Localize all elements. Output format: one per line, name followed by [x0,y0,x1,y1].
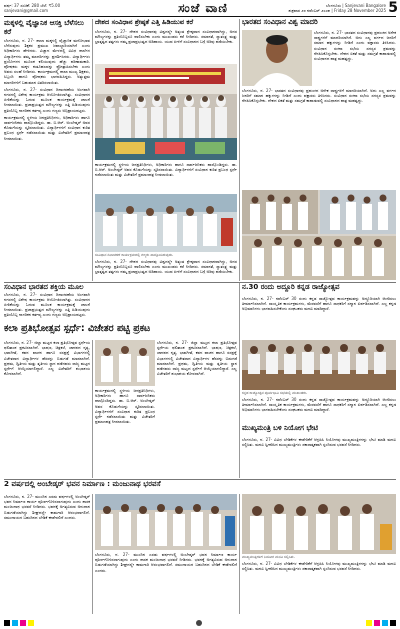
registration-mark [12,620,18,626]
article-left-2: ಬೆಂಗಳೂರು, ನ. 27- ಸಂವಿಧಾನ ದಿನಾಚರಣೆಯ ಅಂಗವಾಗಿ ನಗರದಲ್ಲಿ ವಿಶೇಷ ಕಾರ್ಯಕ್ರಮ ಆಯೋಜಿಸಲಾಗಿತ್ತು. ಸಂವಿಧಾನದ ಪೀಠಿಕೆಯನ್ನು ಓದುವ ಮೂಲಕ ಕಾರ್ಯಕ್ರಮಕ್ಕೆ ಚಾಲನೆ ನೀಡಲಾಯಿತು. ಪ್ರಜಾಪ್ರಭುತ್ವದ ಮೌಲ್ಯಗಳನ್ನು ಎತ್ತಿ ಹಿಡಿಯುವುದು ಪ್ರತಿಯೊಬ್ಬ ನಾಗರಿಕನ ಕರ್ತವ್ಯ ಎಂದು ಗಣ್ಯರು ಅಭಿಪ್ರಾಯಪಟ್ಟರು. [4,291,90,318]
bottom-banner [4,480,254,493]
article-mid-left: ಬೆಂಗಳೂರು, ನ. 27- ಜಿಲ್ಲಾ ಮಟ್ಟದ ಕಲಾ ಪ್ರತಿಭೋತ್ಸವ ಸ್ಪರ್ಧೆಯ ಫಲಿತಾಂಶ ಪ್ರಕಟಿಸಲಾಗಿದೆ. ಭಾಷಣ, ಚಿತ್ರಕಲೆ, ಜಾನಪದ ನೃತ್ಯ, ಭಾವಗೀತೆ, ಕವನ ವಾಚನ ಹಾಗೂ ರಸಪ್ರಶ್ನೆ ವಿಭಾಗಗಳಲ್ಲಿ ವಿಜೇತರಾದ ವಿದ್ಯಾರ್ಥಿಗಳ ಹೆಸರನ್ನು ಬಿಡುಗಡೆ ಮಾಡಲಾಗಿದೆ. ಪ್ರಥಮ, ದ್ವಿತೀಯ ಮತ್ತು ತೃತೀಯ ಸ್ಥಾನ ಪಡೆದವರು ರಾಜ್ಯ ಮಟ್ಟದ ಸ್ಪರ್ಧೆಗೆ ಆಯ್ಕೆಯಾಗಲಿದ್ದಾರೆ. ಎಲ್ಲ ವಿಜೇತರಿಗೆ ಶುಭಾಶಯ ಕೋರಲಾಗಿದೆ. [4,340,90,377]
headline-right-low: ಮುಖ್ಯಮಂತ್ರಿ ಬಳಿ ನಿಯೋಗ ಭೇಟಿ [242,424,319,432]
meeting-photo [242,340,396,390]
column-divider [92,19,93,281]
masthead-rule [4,16,396,17]
print-registration-bar [0,617,400,629]
article-right-top-a: ಬೆಂಗಳೂರು, ನ. 27- ಭಾರತದ ಸಂವಿಧಾನವು ಪ್ರಪಂಚದ ಅನೇಕ ರಾಷ್ಟ್ರಗಳಿಗೆ ಮಾದರಿಯಾಗಿದೆ. ಅದು ಎಲ್ಲ ವರ್ಗದ ಜನರಿಗೆ ಸಮಾನ ಹಕ್ಕುಗಳನ್ನು ನೀಡಿದೆ ಎಂದು ವಕ್ತಾರರು ತಿಳಿಸಿದರು. ಸಂವಿಧಾನ ರಚನಾ ಸಭೆಯ ಸದಸ್ಯರ ಶ್ರಮವನ್ನು ನೆನಪಿಸಿಕೊಳ್ಳಬೇಕು. ದೇಶದ ಏಕತೆ ಮತ್ತು ಸಮಗ್ರತೆ ಕಾಪಾಡುವಲ್ಲಿ ಸಂವಿಧಾನದ ಪಾತ್ರ ಮಹತ್ವದ್ದು. [314,30,396,62]
article-center-top: ಬೆಂಗಳೂರು, ನ. 27- ದೇಶದ ಸಂವಿಧಾನವು ವಿಶ್ವದಲ್ಲೇ ಅತ್ಯಂತ ಶ್ರೇಷ್ಠವಾದ ಸಂವಿಧಾನವಾಗಿದ್ದು, ಅದರ ಮೌಲ್ಯಗಳನ್ನು ಪ್ರತಿಯೊಬ್ಬರೂ ಪಾಲಿಸಬೇಕು ಎಂದು ಮುಖಂಡರು ಕರೆ ನೀಡಿದರು. ಸಮಾನತೆ, ಸ್ವಾತಂತ್ರ್ಯ ಮತ್ತು ಭ್ರಾತೃತ್ವದ ತತ್ವಗಳು ನಮ್ಮ ಪ್ರಜಾಪ್ರಭುತ್ವದ ಅಡಿಪಾಯ. ಯುವ ಪೀಳಿಗೆ ಸಂವಿಧಾನದ ಬಗ್ಗೆ ಅರಿವು ಪಡೆಯಬೇಕು. [95,29,237,45]
article-bottom-center: ಬೆಂಗಳೂರು, ನ. 27- ಮುಂದಿನ ಎರಡು ವರ್ಷಗಳಲ್ಲಿ ಅಂಬೇಡ್ಕರ್ ಭವನ ನಿರ್ಮಾಣ ಕಾರ್ಯ ಪೂರ್ಣಗೊಳಿಸಲಾಗುವುದು ಎಂದು ಶಾಸಕ ಮಂಜುನಾಥ ಭರವಸೆ ನೀಡಿದರು. ಭವನಕ್ಕೆ ಅಗತ್ಯವಿರುವ ಅನುದಾನ ಬಿಡುಗಡೆಯಾಗಿದ್ದು ಶೀಘ್ರದಲ್ಲೇ ಕಾಮಗಾರಿ ಆರಂಭವಾಗಲಿದೆ. ಸಮುದಾಯದ ಬಹುದಿನದ ಬೇಡಿಕೆ ಈಡೇರಲಿದೆ ಎಂದರು. [95,552,237,573]
article-left-1-cont2: ಕಾರ್ಯಕ್ರಮದಲ್ಲಿ ಸ್ಥಳೀಯ ಜನಪ್ರತಿನಿಧಿಗಳು, ಅಧಿಕಾರಿಗಳು ಹಾಗೂ ಸಾರ್ವಜನಿಕರು ಪಾಲ್ಗೊಂಡಿದ್ದರು. ಡಾ. ಬಿ.ಆರ್. ಅಂಬೇಡ್ಕರ್ ಅವರ ಕೊಡುಗೆಯನ್ನು ಸ್ಮರಿಸಲಾಯಿತು. ವಿದ್ಯಾರ್ಥಿಗಳಿಗೆ ಸಂವಿಧಾನ ಕುರಿತ ಪ್ರಬಂಧ ಸ್ಪರ್ಧೆ ನಡೆಸಲಾಯಿತು ಮತ್ತು ವಿಜೇತರಿಗೆ ಪ್ರಮಾಣಪತ್ರ ನೀಡಲಾಯಿತು. [4,114,90,141]
masthead-right-line1: ಬೆಂಗಳೂರು | Sanjevani Bangalore [326,3,386,8]
photo-caption-2: ಕನ್ನಡ ರಾಜ್ಯೋತ್ಸವ ಪೂರ್ವಭಾವಿ ಸಭೆಯಲ್ಲಿ ಮುಖಂಡರು. [242,391,308,395]
column-divider [239,19,240,281]
headline-left-1: ಮಕ್ಕಳಲ್ಲಿ ವೈಜ್ಞಾನಿಕ ಆಸಕ್ತಿ ಬೆಳೆಸಲು ಕರೆ [4,19,84,36]
headline-right-mid: ನ.30 ರಂದು ಅದ್ದೂರಿ ಕನ್ನಡ ರಾಜ್ಯೋತ್ಸವ [242,283,340,291]
registration-mark [366,620,372,626]
event-photo-3 [242,190,396,280]
article-left-1: ಬೆಂಗಳೂರು, ನ. 27- ಶಾಲಾ ಮಕ್ಕಳಲ್ಲಿ ವೈಜ್ಞಾನಿಕ ಮನೋಭಾವ ಬೆಳೆಸುವುದು ಶಿಕ್ಷಕರ ಪ್ರಮುಖ ಜವಾಬ್ದಾರಿಯಾಗಿದೆ ಎಂದು ಅಧಿಕಾರಿಗಳು ಹೇಳಿದರು. ವಿಜ್ಞಾನ ಮೇಳದಲ್ಲಿ ವಿವಿಧ ಶಾಲೆಗಳ ವಿದ್ಯಾರ್ಥಿಗಳು ತಮ್ಮ ಮಾದರಿಗಳನ್ನು ಪ್ರದರ್ಶಿಸಿದರು. ವಿದ್ಯಾರ್ಥಿಗಳು ಪ್ರಯೋಗಗಳ ಮೂಲಕ ಕಲಿಯುವುದು ಹೆಚ್ಚು ಪರಿಣಾಮಕಾರಿ. ಪೋಷಕರು ಮಕ್ಕಳ ಕುತೂಹಲವನ್ನು ಪ್ರೋತ್ಸಾಹಿಸಬೇಕು ಎಂದು ಅವರು ಸಲಹೆ ನೀಡಿದರು. ಕಾರ್ಯಕ್ರಮದಲ್ಲಿ ಶಾಲಾ ಮುಖ್ಯ ಶಿಕ್ಷಕರು, ಸಿಬ್ಬಂದಿ ಹಾಗೂ ಪೋಷಕರು ಭಾಗವಹಿಸಿದ್ದರು. ಅತ್ಯುತ್ತಮ ಮಾದರಿಗಳಿಗೆ ಬಹುಮಾನ ವಿತರಿಸಲಾಯಿತು. [4,38,90,85]
headline-left-2: ಸಂವಿಧಾನ ಭಾರತದ ಶಕ್ತಿಯ ಮೂಲ [4,283,84,291]
headline-bottom-banner: 2 ವರ್ಷದಲ್ಲಿ ಅಂಬೇಡ್ಕರ್ ಭವನ ನಿರ್ಮಾಣ : ಮಂಜುನಾಥ ಭರವಸೆ [4,480,161,488]
article-center-low: ಬೆಂಗಳೂರು, ನ. 27- ದೇಶದ ಸಂವಿಧಾನವು ವಿಶ್ವದಲ್ಲೇ ಅತ್ಯಂತ ಶ್ರೇಷ್ಠವಾದ ಸಂವಿಧಾನವಾಗಿದ್ದು, ಅದರ ಮೌಲ್ಯಗಳನ್ನು ಪ್ರತಿಯೊಬ್ಬರೂ ಪಾಲಿಸಬೇಕು ಎಂದು ಮುಖಂಡರು ಕರೆ ನೀಡಿದರು. ಸಮಾನತೆ, ಸ್ವಾತಂತ್ರ್ಯ ಮತ್ತು ಭ್ರಾತೃತ್ವದ ತತ್ವಗಳು ನಮ್ಮ ಪ್ರಜಾಪ್ರಭುತ್ವದ ಅಡಿಪಾಯ. ಯುವ ಪೀಳಿಗೆ ಸಂವಿಧಾನದ ಬಗ್ಗೆ ಅರಿವು ಪಡೆಯಬೇಕು. [95,259,237,275]
registration-mark [196,620,202,626]
headline-top-center: ದೇಶದ ಸಂವಿಧಾನ ಶ್ರೇಷ್ಠತೆ ಎತ್ತಿ ಹಿಡಿಯುವ ಕರೆ [95,18,194,26]
article-center-mid: ಕಾರ್ಯಕ್ರಮದಲ್ಲಿ ಸ್ಥಳೀಯ ಜನಪ್ರತಿನಿಧಿಗಳು, ಅಧಿಕಾರಿಗಳು ಹಾಗೂ ಸಾರ್ವಜನಿಕರು ಪಾಲ್ಗೊಂಡಿದ್ದರು. ಡಾ. ಬಿ.ಆರ್. ಅಂಬೇಡ್ಕರ್ ಅವರ ಕೊಡುಗೆಯನ್ನು ಸ್ಮರಿಸಲಾಯಿತು. ವಿದ್ಯಾರ್ಥಿಗಳಿಗೆ ಸಂವಿಧಾನ ಕುರಿತ ಪ್ರಬಂಧ ಸ್ಪರ್ಧೆ ನಡೆಸಲಾಯಿತು ಮತ್ತು ವಿಜೇತರಿಗೆ ಪ್ರಮಾಣಪತ್ರ ನೀಡಲಾಯಿತು. [95,162,237,178]
photo-caption-1: ಸಂವಿಧಾನ ದಿನಾಚರಣೆ ಕಾರ್ಯಕ್ರಮದಲ್ಲಿ ಗಣ್ಯರು ಪಾಲ್ಗೊಂಡಿರುವುದು. [95,253,174,257]
article-right-mid-b: ಬೆಂಗಳೂರು, ನ. 27- ನವೆಂಬರ್ 30 ರಂದು ಕನ್ನಡ ರಾಜ್ಯೋತ್ಸವ ಕಾರ್ಯಕ್ರಮವನ್ನು ಅದ್ದೂರಿಯಾಗಿ ಆಚರಿಸಲು ತೀರ್ಮಾನಿಸಲಾಗಿದೆ. ಸಾಂಸ್ಕೃತಿಕ ಕಾರ್ಯಕ್ರಮಗಳು, ಮೆರವಣಿಗೆ ಹಾಗೂ ಸಾಧಕರಿಗೆ ಸನ್ಮಾನ ಏರ್ಪಡಿಸಲಾಗಿದೆ. ಎಲ್ಲ ಕನ್ನಡ ಅಭಿಮಾನಿಗಳು ಭಾಗವಹಿಸಬೇಕೆಂದು ಸಂಘಟಕರು ಮನವಿ ಮಾಡಿದ್ದಾರೆ. [242,397,396,413]
masthead-title: ಸಂಜೆ ವಾಣಿ [178,1,228,15]
headline-middle-banner: ಕಲಾ ಪ್ರತಿಭೋತ್ಸವ ಸ್ಪರ್ಧೆ: ವಿಜೇತರ ಪಟ್ಟಿ ಪ್ರಕಟ [4,323,151,334]
article-bottom-left: ಬೆಂಗಳೂರು, ನ. 27- ಮುಂದಿನ ಎರಡು ವರ್ಷಗಳಲ್ಲಿ ಅಂಬೇಡ್ಕರ್ ಭವನ ನಿರ್ಮಾಣ ಕಾರ್ಯ ಪೂರ್ಣಗೊಳಿಸಲಾಗುವುದು ಎಂದು ಶಾಸಕ ಮಂಜುನಾಥ ಭರವಸೆ ನೀಡಿದರು. ಭವನಕ್ಕೆ ಅಗತ್ಯವಿರುವ ಅನುದಾನ ಬಿಡುಗಡೆಯಾಗಿದ್ದು ಶೀಘ್ರದಲ್ಲೇ ಕಾಮಗಾರಿ ಆರಂಭವಾಗಲಿದೆ. ಸಮುದಾಯದ ಬಹುದಿನದ ಬೇಡಿಕೆ ಈಡೇರಲಿದೆ ಎಂದರು. [4,494,90,520]
photo-caption-3: ಮುಖ್ಯಮಂತ್ರಿಗಳಿಗೆ ನಿಯೋಗ ಮನವಿ ಸಲ್ಲಿಸಿತು. [242,555,295,559]
cm-meeting-photo [242,494,396,554]
masthead-right [246,3,386,13]
registration-mark [28,620,34,626]
registration-mark [390,620,396,626]
page-number: 5 [388,0,398,16]
registration-mark [4,620,10,626]
article-bottom-right: ಬೆಂಗಳೂರು, ನ. 27- ವಿವಿಧ ಬೇಡಿಕೆಗಳ ಈಡೇರಿಕೆಗೆ ಆಗ್ರಹಿಸಿ ನಿಯೋಗವು ಮುಖ್ಯಮಂತ್ರಿಗಳನ್ನು ಭೇಟಿ ಮಾಡಿ ಮನವಿ ಸಲ್ಲಿಸಿತು. ಮನವಿ ಸ್ವೀಕರಿಸಿದ ಮುಖ್ಯಮಂತ್ರಿಗಳು ಸಕಾರಾತ್ಮಕವಾಗಿ ಸ್ಪಂದಿಸುವ ಭರವಸೆ ನೀಡಿದರು. [242,561,396,572]
event-photo-1 [95,64,237,160]
event-photo-2 [95,194,237,252]
headline-top-right: ಭಾರತದ ಸಂವಿಧಾನ ವಿಶ್ವ ಮಾದರಿ [242,18,318,26]
column-divider [239,494,240,614]
registration-mark [374,620,380,626]
right-top-headline-box [242,18,396,30]
registration-mark [20,620,26,626]
masthead-left-line1: ವರ್ಷ: 37 ಸಂಚಿಕೆ: 280 ಬೆಲೆ: ₹5.00 [4,3,61,8]
portrait-photo [242,30,312,86]
left-box-2 [4,283,90,323]
right-mid-headline-box [242,283,396,295]
bottom-photo [95,494,237,550]
left-column [4,19,90,281]
masthead-left-line2: sanjevani@gmail.com [4,8,49,13]
article-right-mid: ಬೆಂಗಳೂರು, ನ. 27- ನವೆಂಬರ್ 30 ರಂದು ಕನ್ನಡ ರಾಜ್ಯೋತ್ಸವ ಕಾರ್ಯಕ್ರಮವನ್ನು ಅದ್ದೂರಿಯಾಗಿ ಆಚರಿಸಲು ತೀರ್ಮಾನಿಸಲಾಗಿದೆ. ಸಾಂಸ್ಕೃತಿಕ ಕಾರ್ಯಕ್ರಮಗಳು, ಮೆರವಣಿಗೆ ಹಾಗೂ ಸಾಧಕರಿಗೆ ಸನ್ಮಾನ ಏರ್ಪಡಿಸಲಾಗಿದೆ. ಎಲ್ಲ ಕನ್ನಡ ಅಭಿಮಾನಿಗಳು ಭಾಗವಹಿಸಬೇಕೆಂದು ಸಂಘಟಕರು ಮನವಿ ಮಾಡಿದ್ದಾರೆ. [242,296,396,312]
column-divider [239,283,240,478]
article-mid-center: ಬೆಂಗಳೂರು, ನ. 27- ಜಿಲ್ಲಾ ಮಟ್ಟದ ಕಲಾ ಪ್ರತಿಭೋತ್ಸವ ಸ್ಪರ್ಧೆಯ ಫಲಿತಾಂಶ ಪ್ರಕಟಿಸಲಾಗಿದೆ. ಭಾಷಣ, ಚಿತ್ರಕಲೆ, ಜಾನಪದ ನೃತ್ಯ, ಭಾವಗೀತೆ, ಕವನ ವಾಚನ ಹಾಗೂ ರಸಪ್ರಶ್ನೆ ವಿಭಾಗಗಳಲ್ಲಿ ವಿಜೇತರಾದ ವಿದ್ಯಾರ್ಥಿಗಳ ಹೆಸರನ್ನು ಬಿಡುಗಡೆ ಮಾಡಲಾಗಿದೆ. ಪ್ರಥಮ, ದ್ವಿತೀಯ ಮತ್ತು ತೃತೀಯ ಸ್ಥಾನ ಪಡೆದವರು ರಾಜ್ಯ ಮಟ್ಟದ ಸ್ಪರ್ಧೆಗೆ ಆಯ್ಕೆಯಾಗಲಿದ್ದಾರೆ. ಎಲ್ಲ ವಿಜೇತರಿಗೆ ಶುಭಾಶಯ ಕೋರಲಾಗಿದೆ. [157,340,237,377]
masthead-right-line2: ಶುಕ್ರವಾರ ೨೮ ನವೆಂಬರ್ ೨೦೨೫ | Friday 28 November 2025 [288,8,386,13]
column-divider [92,340,93,478]
masthead-left [4,3,124,13]
registration-mark [382,620,388,626]
column-divider [92,494,93,614]
article-mid-center-left: ಕಾರ್ಯಕ್ರಮದಲ್ಲಿ ಸ್ಥಳೀಯ ಜನಪ್ರತಿನಿಧಿಗಳು, ಅಧಿಕಾರಿಗಳು ಹಾಗೂ ಸಾರ್ವಜನಿಕರು ಪಾಲ್ಗೊಂಡಿದ್ದರು. ಡಾ. ಬಿ.ಆರ್. ಅಂಬೇಡ್ಕರ್ ಅವರ ಕೊಡುಗೆಯನ್ನು ಸ್ಮರಿಸಲಾಯಿತು. ವಿದ್ಯಾರ್ಥಿಗಳಿಗೆ ಸಂವಿಧಾನ ಕುರಿತ ಪ್ರಬಂಧ ಸ್ಪರ್ಧೆ ನಡೆಸಲಾಯಿತು ಮತ್ತು ವಿಜೇತರಿಗೆ ಪ್ರಮಾಣಪತ್ರ ನೀಡಲಾಯಿತು. [95,388,155,425]
article-left-1-cont: ಬೆಂಗಳೂರು, ನ. 27- ಸಂವಿಧಾನ ದಿನಾಚರಣೆಯ ಅಂಗವಾಗಿ ನಗರದಲ್ಲಿ ವಿಶೇಷ ಕಾರ್ಯಕ್ರಮ ಆಯೋಜಿಸಲಾಗಿತ್ತು. ಸಂವಿಧಾನದ ಪೀಠಿಕೆಯನ್ನು ಓದುವ ಮೂಲಕ ಕಾರ್ಯಕ್ರಮಕ್ಕೆ ಚಾಲನೆ ನೀಡಲಾಯಿತು. ಪ್ರಜಾಪ್ರಭುತ್ವದ ಮೌಲ್ಯಗಳನ್ನು ಎತ್ತಿ ಹಿಡಿಯುವುದು ಪ್ರತಿಯೊಬ್ಬ ನಾಗರಿಕನ ಕರ್ತವ್ಯ ಎಂದು ಗಣ್ಯರು ಅಭಿಪ್ರಾಯಪಟ್ಟರು. [4,86,90,113]
article-right-low: ಬೆಂಗಳೂರು, ನ. 27- ವಿವಿಧ ಬೇಡಿಕೆಗಳ ಈಡೇರಿಕೆಗೆ ಆಗ್ರಹಿಸಿ ನಿಯೋಗವು ಮುಖ್ಯಮಂತ್ರಿಗಳನ್ನು ಭೇಟಿ ಮಾಡಿ ಮನವಿ ಸಲ್ಲಿಸಿತು. ಮನವಿ ಸ್ವೀಕರಿಸಿದ ಮುಖ್ಯಮಂತ್ರಿಗಳು ಸಕಾರಾತ್ಮಕವಾಗಿ ಸ್ಪಂದಿಸುವ ಭರವಸೆ ನೀಡಿದರು. [242,437,396,448]
right-low-headline-box [242,424,396,436]
student-photo [95,340,155,386]
article-right-top-b: ಬೆಂಗಳೂರು, ನ. 27- ಭಾರತದ ಸಂವಿಧಾನವು ಪ್ರಪಂಚದ ಅನೇಕ ರಾಷ್ಟ್ರಗಳಿಗೆ ಮಾದರಿಯಾಗಿದೆ. ಅದು ಎಲ್ಲ ವರ್ಗದ ಜನರಿಗೆ ಸಮಾನ ಹಕ್ಕುಗಳನ್ನು ನೀಡಿದೆ ಎಂದು ವಕ್ತಾರರು ತಿಳಿಸಿದರು. ಸಂವಿಧಾನ ರಚನಾ ಸಭೆಯ ಸದಸ್ಯರ ಶ್ರಮವನ್ನು ನೆನಪಿಸಿಕೊಳ್ಳಬೇಕು. ದೇಶದ ಏಕತೆ ಮತ್ತು ಸಮಗ್ರತೆ ಕಾಪಾಡುವಲ್ಲಿ ಸಂವಿಧಾನದ ಪಾತ್ರ ಮಹತ್ವದ್ದು. [242,88,396,104]
